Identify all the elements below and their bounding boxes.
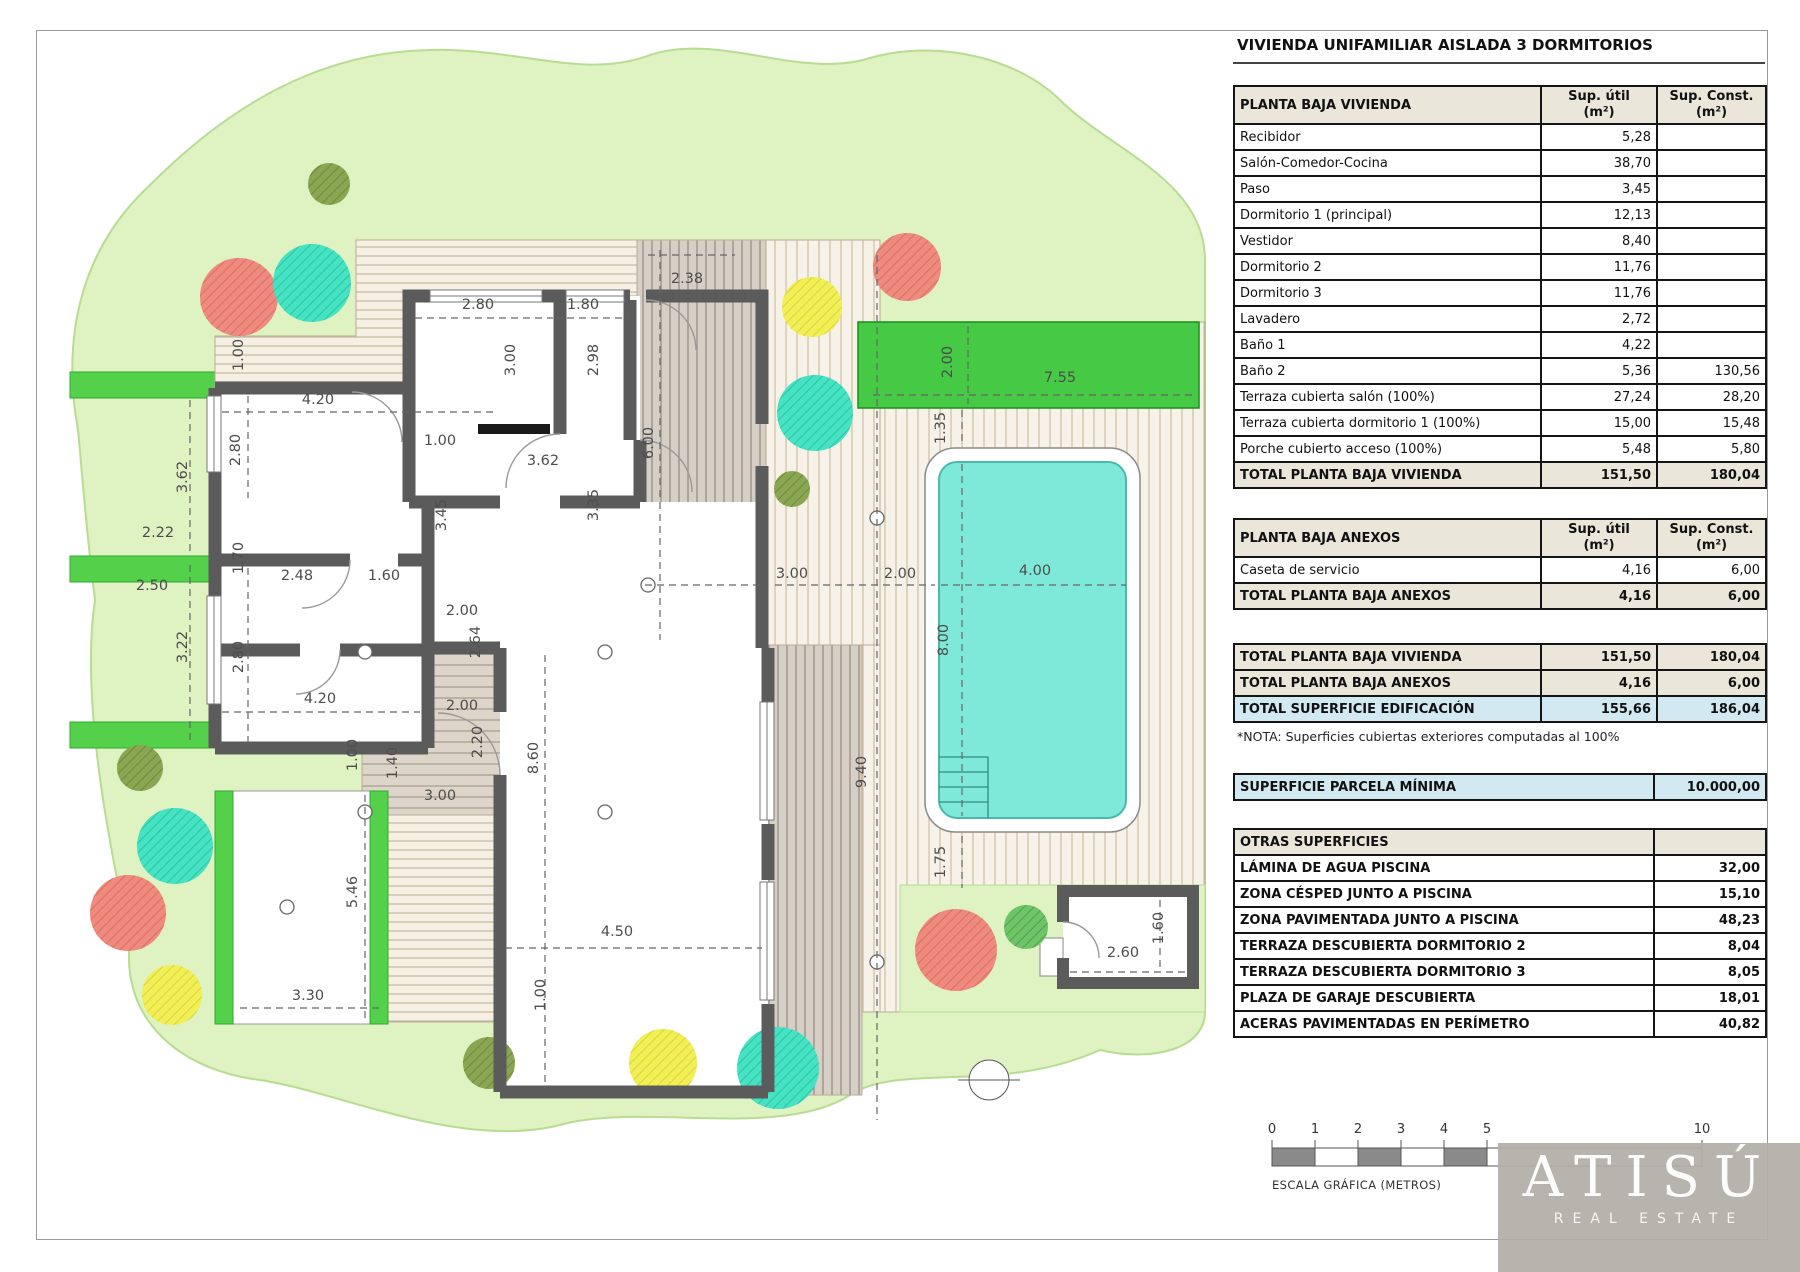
- table-row: [1234, 280, 1766, 306]
- dim-label: 3.00: [775, 566, 809, 582]
- sup-const-value: [1657, 254, 1766, 280]
- tree: [1004, 905, 1048, 949]
- dim-label: 3.00: [503, 343, 519, 377]
- scale-tick-label: 1: [1310, 1122, 1320, 1137]
- row-label: Caseta de servicio: [1234, 557, 1541, 583]
- scale-tick-label: 3: [1396, 1122, 1406, 1137]
- table-row: [1234, 774, 1766, 800]
- table-row: [1234, 332, 1766, 358]
- logo-subtitle: REAL ESTATE: [1553, 1210, 1745, 1227]
- dim-label: 2.38: [670, 271, 704, 287]
- table-row: [1234, 1011, 1766, 1037]
- sup-const-value: 180,04: [1657, 462, 1766, 488]
- section-header: PLANTA BAJA ANEXOS: [1234, 519, 1541, 557]
- tree: [90, 875, 166, 951]
- row-label: TERRAZA DESCUBIERTA DORMITORIO 2: [1234, 933, 1654, 959]
- sup-util-value: 151,50: [1541, 644, 1657, 670]
- dim-label: 1.60: [367, 568, 401, 584]
- table-row: [1234, 670, 1766, 696]
- sup-const-value: [1657, 176, 1766, 202]
- dim-label: 1.35: [933, 411, 949, 445]
- dim-label: 2.48: [280, 568, 314, 584]
- sup-const-value: 180,04: [1657, 644, 1766, 670]
- column-marker: [598, 805, 612, 819]
- row-label: TOTAL PLANTA BAJA ANEXOS: [1234, 583, 1541, 609]
- tree: [782, 277, 842, 337]
- interior-wall-segment: [478, 424, 550, 434]
- row-value: 40,82: [1654, 1011, 1766, 1037]
- row-value: 10.000,00: [1654, 774, 1766, 800]
- scale-tick-label: 10: [1693, 1122, 1711, 1137]
- col-sup-util: Sup. útil (m²): [1541, 86, 1657, 124]
- table-row: [1234, 254, 1766, 280]
- row-value: 8,05: [1654, 959, 1766, 985]
- sup-const-value: [1657, 124, 1766, 150]
- row-label: PLAZA DE GARAJE DESCUBIERTA: [1234, 985, 1654, 1011]
- sup-util-value: 4,16: [1541, 557, 1657, 583]
- row-label: ZONA CÉSPED JUNTO A PISCINA: [1234, 881, 1654, 907]
- table-row: [1234, 933, 1766, 959]
- sup-util-value: 38,70: [1541, 150, 1657, 176]
- scale-tick-label: 2: [1353, 1122, 1363, 1137]
- table-row: [1234, 907, 1766, 933]
- dim-label: 2.80: [461, 297, 495, 313]
- tree: [273, 244, 351, 322]
- table-row: [1234, 150, 1766, 176]
- house-floor: [500, 648, 768, 1092]
- row-value: 8,04: [1654, 933, 1766, 959]
- dim-label: 2.00: [445, 698, 479, 714]
- table-parcela-minima: [1233, 773, 1765, 801]
- dim-label: 2.22: [141, 525, 175, 541]
- dim-label: 4.20: [301, 392, 335, 408]
- sup-const-value: 6,00: [1657, 557, 1766, 583]
- row-value: 15,10: [1654, 881, 1766, 907]
- dim-label: 2.64: [468, 625, 484, 659]
- dim-label: 3.45: [434, 498, 450, 532]
- table-row: [1234, 410, 1766, 436]
- hedge-strip: [370, 791, 388, 1024]
- row-label: Dormitorio 3: [1234, 280, 1541, 306]
- sup-const-value: [1657, 280, 1766, 306]
- sup-util-value: 5,28: [1541, 124, 1657, 150]
- table-row: [1234, 462, 1766, 488]
- dim-label: 2.80: [228, 433, 244, 467]
- dim-label: 1.75: [933, 845, 949, 879]
- table-header-row: [1234, 519, 1766, 557]
- window: [760, 702, 774, 820]
- row-label: TOTAL PLANTA BAJA VIVIENDA: [1234, 644, 1541, 670]
- sup-util-value: 8,40: [1541, 228, 1657, 254]
- table-row: [1234, 959, 1766, 985]
- tree: [137, 808, 213, 884]
- row-label: Terraza cubierta dormitorio 1 (100%): [1234, 410, 1541, 436]
- table-row: [1234, 306, 1766, 332]
- dim-label: 1.00: [423, 433, 457, 449]
- sup-util-value: 12,13: [1541, 202, 1657, 228]
- table-row: [1234, 985, 1766, 1011]
- row-label: TOTAL PLANTA BAJA ANEXOS: [1234, 670, 1541, 696]
- sup-const-value: 186,04: [1657, 696, 1766, 722]
- dim-label: 4.00: [1018, 563, 1052, 579]
- dim-label: 1.80: [566, 297, 600, 313]
- dim-label: 1.70: [231, 541, 247, 575]
- scale-tick-label: 5: [1482, 1122, 1492, 1137]
- dim-label: 1.60: [1151, 911, 1167, 945]
- row-label: LÁMINA DE AGUA PISCINA: [1234, 855, 1654, 881]
- sup-const-value: [1657, 332, 1766, 358]
- dim-label: 8.00: [936, 623, 952, 657]
- hedge-strip: [70, 722, 216, 748]
- dim-label: 1.40: [385, 746, 401, 780]
- sup-util-value: 151,50: [1541, 462, 1657, 488]
- sup-util-value: 4,22: [1541, 332, 1657, 358]
- table-planta-baja-anexos: [1233, 518, 1765, 610]
- sup-const-value: [1657, 306, 1766, 332]
- window: [760, 882, 774, 1000]
- column-marker: [358, 645, 372, 659]
- section-header: PLANTA BAJA VIVIENDA: [1234, 86, 1541, 124]
- sup-util-value: 5,36: [1541, 358, 1657, 384]
- tree: [463, 1037, 515, 1089]
- row-label: ACERAS PAVIMENTADAS EN PERÍMETRO: [1234, 1011, 1654, 1037]
- dim-label: 2.20: [470, 725, 486, 759]
- row-label: Dormitorio 2: [1234, 254, 1541, 280]
- tree: [117, 745, 163, 791]
- table-row: [1234, 124, 1766, 150]
- row-label: Dormitorio 1 (principal): [1234, 202, 1541, 228]
- hedge-strip: [70, 372, 216, 398]
- window: [207, 396, 221, 472]
- tree: [873, 233, 941, 301]
- house-floor: [409, 296, 640, 502]
- row-value: 18,01: [1654, 985, 1766, 1011]
- sup-const-value: 28,20: [1657, 384, 1766, 410]
- dim-label: 1.00: [533, 978, 549, 1012]
- sup-const-value: 130,56: [1657, 358, 1766, 384]
- row-label: TERRAZA DESCUBIERTA DORMITORIO 3: [1234, 959, 1654, 985]
- sup-const-value: 6,00: [1657, 583, 1766, 609]
- dim-label: 6.00: [641, 426, 657, 460]
- row-label: Vestidor: [1234, 228, 1541, 254]
- row-label: Paso: [1234, 176, 1541, 202]
- dim-label: 5.46: [345, 875, 361, 909]
- note-text: *NOTA: Superficies cubiertas exteriores computadas al 100%: [1237, 729, 1620, 744]
- sup-util-value: 11,76: [1541, 254, 1657, 280]
- hedge-strip: [215, 791, 233, 1024]
- tree: [774, 471, 810, 507]
- dim-label: 7.55: [1043, 370, 1077, 386]
- tree: [142, 965, 202, 1025]
- table-row: [1234, 855, 1766, 881]
- column-marker: [280, 900, 294, 914]
- scale-tick-label: 4: [1439, 1122, 1449, 1137]
- table-row: [1234, 696, 1766, 722]
- tree: [200, 258, 278, 336]
- dim-label: 3.30: [291, 988, 325, 1004]
- table-row: [1234, 176, 1766, 202]
- table-resumen-totales: [1233, 643, 1765, 723]
- dim-label: 2.80: [231, 640, 247, 674]
- table-row: [1234, 644, 1766, 670]
- row-label: Terraza cubierta salón (100%): [1234, 384, 1541, 410]
- table-row: [1234, 557, 1766, 583]
- sup-const-value: 6,00: [1657, 670, 1766, 696]
- table-row: [1234, 384, 1766, 410]
- window: [207, 596, 221, 704]
- column-marker: [598, 645, 612, 659]
- logo-wordmark: ATISÚ: [1522, 1145, 1776, 1210]
- row-value: 48,23: [1654, 907, 1766, 933]
- row-label: Recibidor: [1234, 124, 1541, 150]
- row-label: Baño 2: [1234, 358, 1541, 384]
- sup-const-value: [1657, 150, 1766, 176]
- title-rule: [1233, 62, 1765, 64]
- dim-label: 3.00: [423, 788, 457, 804]
- dim-label: 2.50: [135, 578, 169, 594]
- dim-label: 3.62: [526, 453, 560, 469]
- row-label: SUPERFICIE PARCELA MÍNIMA: [1234, 774, 1654, 800]
- row-label: Baño 1: [1234, 332, 1541, 358]
- row-label: TOTAL PLANTA BAJA VIVIENDA: [1234, 462, 1541, 488]
- dim-label: 2.00: [445, 603, 479, 619]
- row-label: Lavadero: [1234, 306, 1541, 332]
- row-label: ZONA PAVIMENTADA JUNTO A PISCINA: [1234, 907, 1654, 933]
- sup-util-value: 11,76: [1541, 280, 1657, 306]
- dim-label: 3.22: [175, 630, 191, 664]
- sup-util-value: 4,16: [1541, 583, 1657, 609]
- row-label: Salón-Comedor-Cocina: [1234, 150, 1541, 176]
- sup-const-value: 5,80: [1657, 436, 1766, 462]
- table-planta-baja-vivienda: [1233, 85, 1765, 489]
- sup-util-value: 4,16: [1541, 670, 1657, 696]
- dim-label: 2.60: [1106, 945, 1140, 961]
- sup-const-value: [1657, 202, 1766, 228]
- dim-label: 1.00: [231, 338, 247, 372]
- dim-label: 4.20: [303, 691, 337, 707]
- col-sup-util: Sup. útil (m²): [1541, 519, 1657, 557]
- tree: [915, 909, 997, 991]
- dim-label: 3.62: [175, 460, 191, 494]
- sup-const-value: 15,48: [1657, 410, 1766, 436]
- sheet-title: VIVIENDA UNIFAMILIAR AISLADA 3 DORMITORIOS: [1237, 36, 1653, 54]
- sup-util-value: 27,24: [1541, 384, 1657, 410]
- dim-label: 2.98: [586, 343, 602, 377]
- tree: [308, 163, 350, 205]
- table-row: [1234, 583, 1766, 609]
- sup-util-value: 5,48: [1541, 436, 1657, 462]
- dim-label: 1.00: [345, 738, 361, 772]
- agency-logo: [1498, 1143, 1800, 1272]
- dim-label: 2.00: [883, 566, 917, 582]
- empty-cell: [1654, 829, 1766, 855]
- table-row: [1234, 228, 1766, 254]
- dim-label: 8.60: [526, 741, 542, 775]
- col-sup-const: Sup. Const. (m²): [1657, 86, 1766, 124]
- sup-util-value: 155,66: [1541, 696, 1657, 722]
- table-row: [1234, 358, 1766, 384]
- scale-bar-caption: ESCALA GRÁFICA (METROS): [1272, 1178, 1442, 1192]
- dim-label: 3.35: [586, 488, 602, 522]
- section-header: OTRAS SUPERFICIES: [1234, 829, 1654, 855]
- dim-label: 2.00: [940, 345, 956, 379]
- table-row: [1234, 881, 1766, 907]
- sup-util-value: 2,72: [1541, 306, 1657, 332]
- sup-util-value: 3,45: [1541, 176, 1657, 202]
- table-row: [1234, 436, 1766, 462]
- row-value: 32,00: [1654, 855, 1766, 881]
- dim-label: 9.40: [854, 755, 870, 789]
- row-label: TOTAL SUPERFICIE EDIFICACIÓN: [1234, 696, 1541, 722]
- scale-tick-label: 0: [1267, 1122, 1277, 1137]
- dim-label: 4.50: [600, 924, 634, 940]
- row-label: Porche cubierto acceso (100%): [1234, 436, 1541, 462]
- col-sup-const: Sup. Const. (m²): [1657, 519, 1766, 557]
- tree: [777, 375, 853, 451]
- table-row: [1234, 202, 1766, 228]
- table-otras-superficies: [1233, 828, 1765, 1038]
- sup-util-value: 15,00: [1541, 410, 1657, 436]
- swimming-pool: [925, 448, 1140, 832]
- table-header-row: [1234, 829, 1766, 855]
- table-header-row: [1234, 86, 1766, 124]
- sup-const-value: [1657, 228, 1766, 254]
